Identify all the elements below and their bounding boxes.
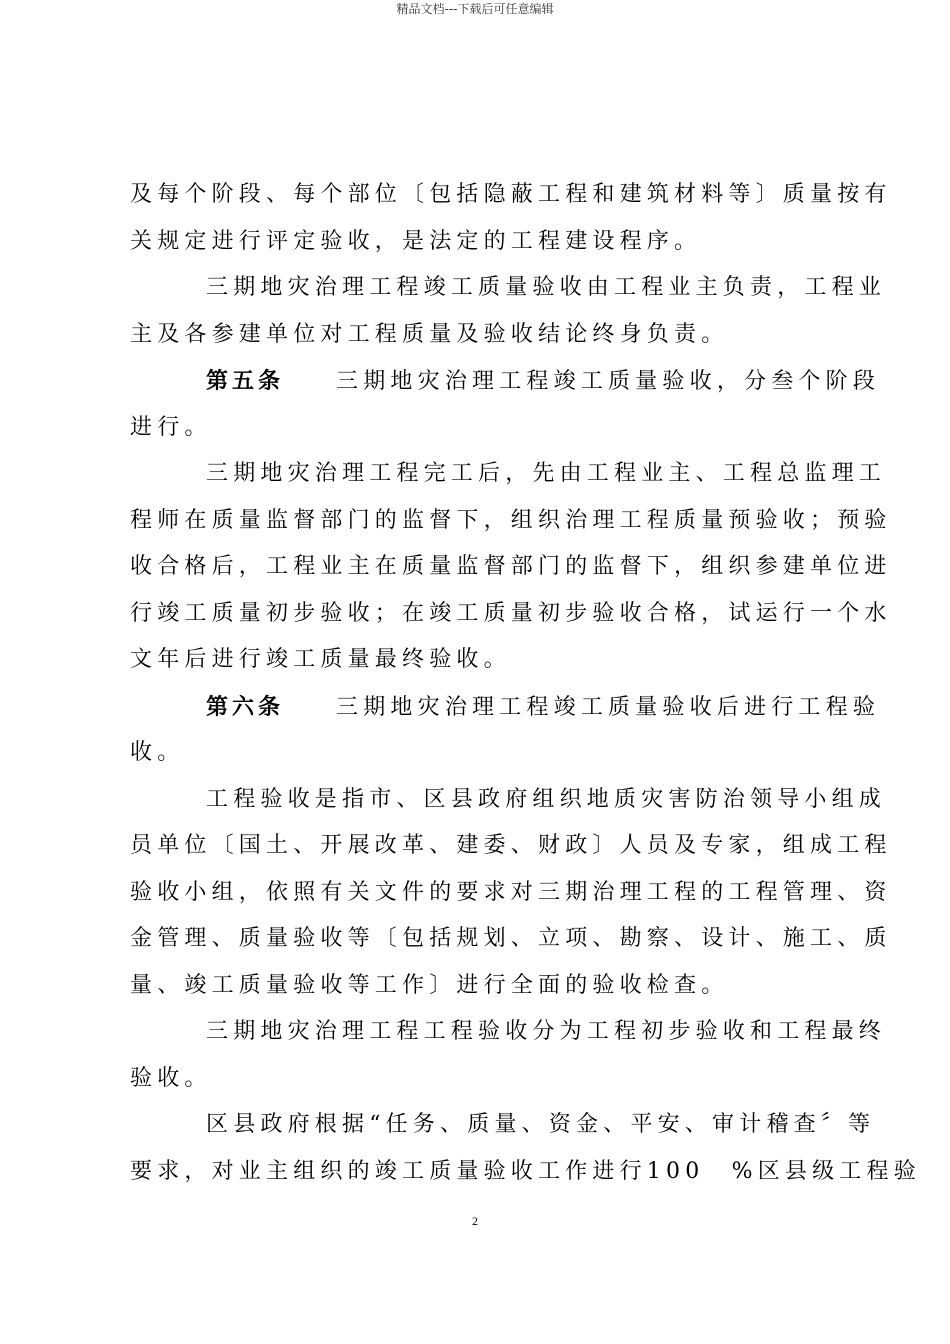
text-line: 及每个阶段、每个部位〔包括隐蔽工程和建筑材料等〕质量按有	[130, 182, 892, 207]
text-line: 收合格后，工程业主在质量监督部门的监督下，组织参建单位进	[130, 554, 892, 579]
text-block	[130, 172, 921, 1195]
text-line: 关规定进行评定验收，是法定的工程建设程序。	[130, 228, 702, 254]
article-title: 第六条	[206, 693, 285, 720]
text-line: 员单位〔国土、开展改革、建委、财政〕人员及专家，组成工程	[130, 833, 892, 858]
article-title: 第五条	[206, 368, 285, 394]
article-text: 三期地灾治理工程竣工质量验收后进行工程验	[336, 694, 881, 720]
text-line: 金管理、质量验收等〔包括规划、立项、勘察、设计、施工、质	[130, 926, 892, 951]
text-line: 要求，对业主组织的竣工质量验收工作进行100 %区县级工程验	[130, 1158, 921, 1184]
article-text: 三期地灾治理工程竣工质量验收，分叁个阶段	[336, 369, 881, 394]
text-line: 工程验收是指市、区县政府组织地质灾害防治领导小组成	[206, 786, 887, 812]
text-line: 三期地灾治理工程完工后，先由工程业主、工程总监理工	[206, 461, 887, 486]
text-line: 行竣工质量初步验收；在竣工质量初步验收合格，试运行一个水	[130, 600, 892, 626]
text-line: 验收小组，依照有关文件的要求对三期治理工程的工程管理、资	[130, 879, 892, 905]
document-body	[130, 172, 921, 1195]
text-line: 进行。	[130, 414, 212, 440]
page-number: 2	[472, 1214, 478, 1228]
text-line: 文年后进行竣工质量最终验收。	[130, 647, 511, 672]
text-line: 量、竣工质量验收等工作〕进行全面的验收检查。	[130, 972, 729, 998]
article-line	[130, 358, 881, 405]
text-line: 主及各参建单位对工程质量及验收结论终身负责。	[130, 321, 729, 347]
text-line: 程师在质量监督部门的监督下，组织治理工程质量预验收；预验	[130, 507, 892, 533]
page-header: 精品文档---下载后可任意编辑	[396, 2, 554, 16]
text-line: 三期地灾治理工程竣工质量验收由工程业主负责，工程业	[206, 275, 887, 300]
article-line	[130, 684, 881, 731]
text-line: 验收。	[130, 1065, 212, 1091]
text-line: 三期地灾治理工程工程验收分为工程初步验收和工程最终	[206, 1019, 887, 1044]
text-line: 区县政府根据“任务、质量、资金、平安、审计稽查〞等	[206, 1112, 876, 1137]
text-line: 收。	[130, 740, 185, 765]
